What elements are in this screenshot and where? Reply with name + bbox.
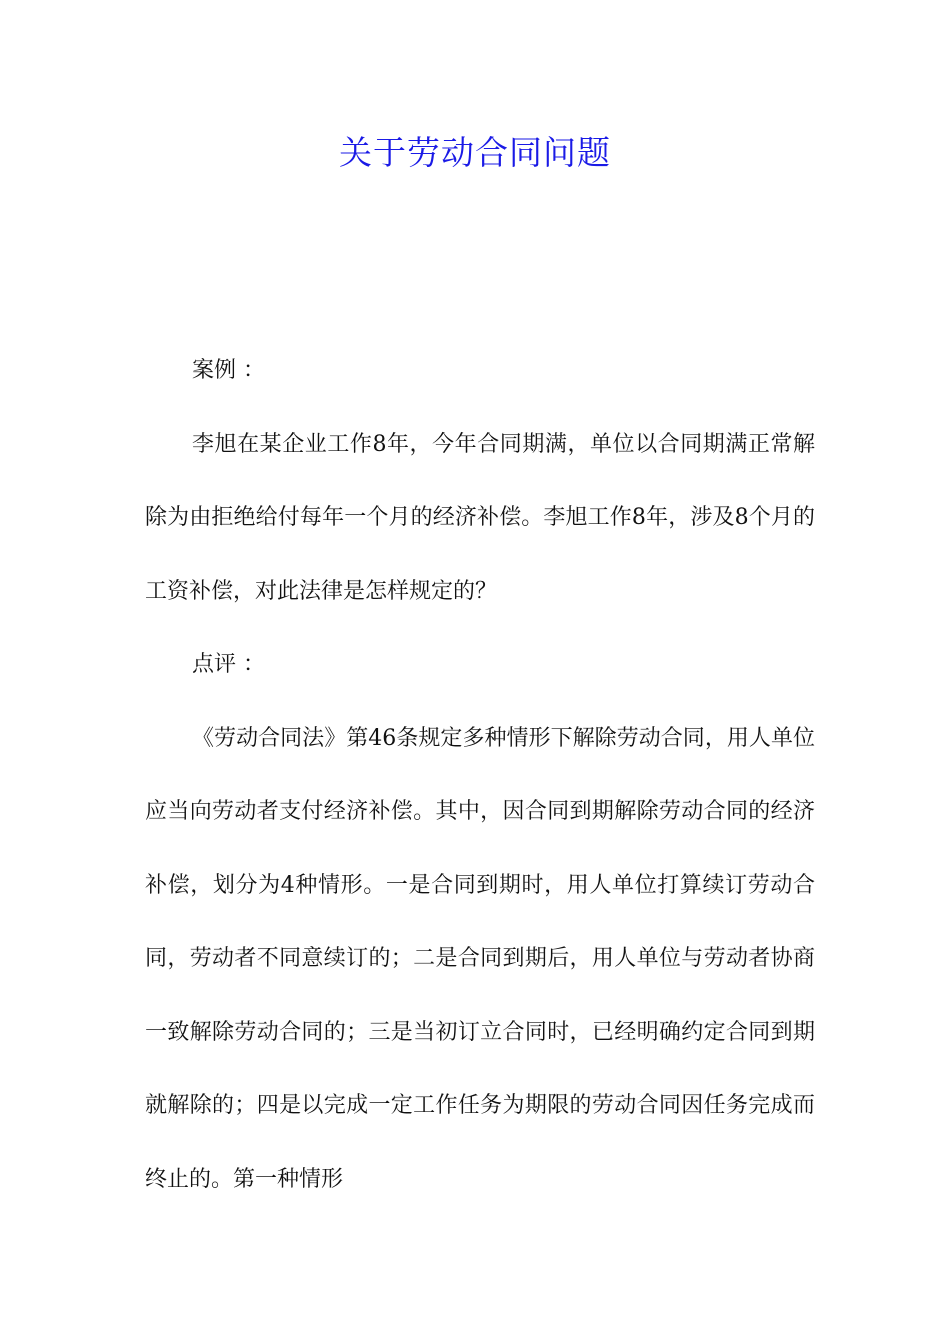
paragraph-comment-heading: 点评 ： (192, 652, 265, 677)
paragraph-case-heading: 案例 ： (192, 358, 265, 383)
document-title: 关于劳动合同问题 (339, 133, 611, 172)
paragraph-case-description: 李旭在某企业工作8年，今年合同期满，单位以合同期满正常解除为由拒绝给付每年一个月的经济补偿。李旭工作8年，涉及8个月的工资补偿，对此法律是怎样规定的？ (145, 431, 815, 604)
paragraph-comment-body: 《劳动合同法》第46条规定多种情形下解除劳动合同，用人单位应当向劳动者支付经济补偿。其中，因合同到期解除劳动合同的经济补偿，划分为4种情形。一是合同到期时，用人单位打算续订劳动合同，劳动者不同意续订的；二是合同到期后，用人单位与劳动者协商一致解除劳动合同的；三是当初订立合同时，已经明确约定合同到期就解除的；四是以完成一定工作任务为期限的劳动合同因任务完成而终止的。第一种情形 (145, 725, 815, 1192)
document-body (145, 334, 815, 1216)
